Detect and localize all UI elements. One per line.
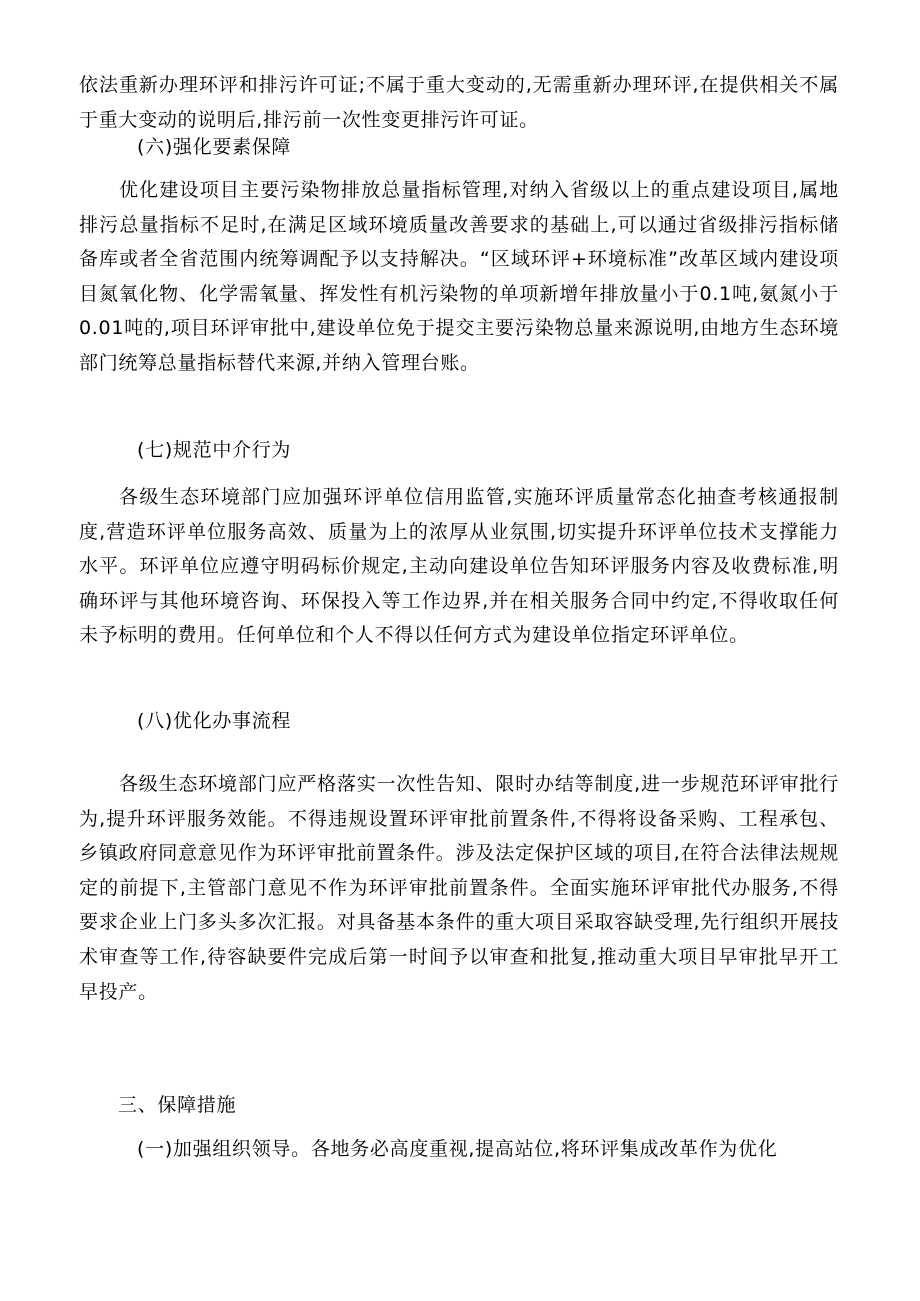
part-3-heading: 三、保障措施 bbox=[118, 1094, 237, 1116]
section-6-body: 优化建设项目主要污染物排放总量指标管理,对纳入省级以上的重点建设项目,属地排污总量指标不足时,在满足区域环境质量改善要求的基础上,可以通过省级排污指标储备库或者全省范围内统筹调配予以支持解决。“区域环评+环境标准”改革区域内建设项目氮氧化物、化学需氧量、挥发性有机污染物的单项新增年排放量小于0.1吨,氨氮小于0.01吨的,项目环评审批中,建设单位免于提交主要污染物总量来源说明,由地方生态环境部门统筹总量指标替代来源,并纳入管理台账。 bbox=[79, 179, 839, 374]
section-7-body: 各级生态环境部门应加强环评单位信用监管,实施环评质量常态化抽查考核通报制度,营造环评单位服务高效、质量为上的浓厚从业氛围,切实提升环评单位技术支撑能力水平。环评单位应遵守明码标价规定,主动向建设单位告知环评服务内容及收费标准,明确环评与其他环境咨询、环保投入等工作边界,并在相关服务合同中约定,不得收取任何未予标明的费用。任何单位和个人不得以任何方式为建设单位指定环评单位。 bbox=[79, 486, 839, 647]
section-8-heading: (八)优化办事流程 bbox=[137, 710, 292, 732]
section-6-heading: (六)强化要素保障 bbox=[137, 136, 292, 158]
part-3-item-1: (一)加强组织领导。各地务必高度重视,提高站位,将环评集成改革作为优化 bbox=[137, 1138, 778, 1160]
section-8-body: 各级生态环境部门应严格落实一次性告知、限时办结等制度,进一步规范环评审批行为,提升环评服务效能。不得违规设置环评审批前置条件,不得将设备采购、工程承包、乡镇政府同意意见作为环评审批前置条件。涉及法定保护区域的项目,在符合法律法规规定的前提下,主管部门意见不作为环评审批前置条件。全面实施环评审批代办服务,不得要求企业上门多头多次汇报。对具备基本条件的重大项目采取容缺受理,先行组织开展技术审查等工作,待容缺要件完成后第一时间予以审查和批复,推动重大项目早审批早开工早投产。 bbox=[79, 773, 839, 1003]
section-7-heading: (七)规范中介行为 bbox=[137, 439, 292, 461]
paragraph-continued: 依法重新办理环评和排污许可证;不属于重大变动的,无需重新办理环评,在提供相关不属于重大变动的说明后,排污前一次性变更排污许可证。 bbox=[79, 74, 839, 131]
